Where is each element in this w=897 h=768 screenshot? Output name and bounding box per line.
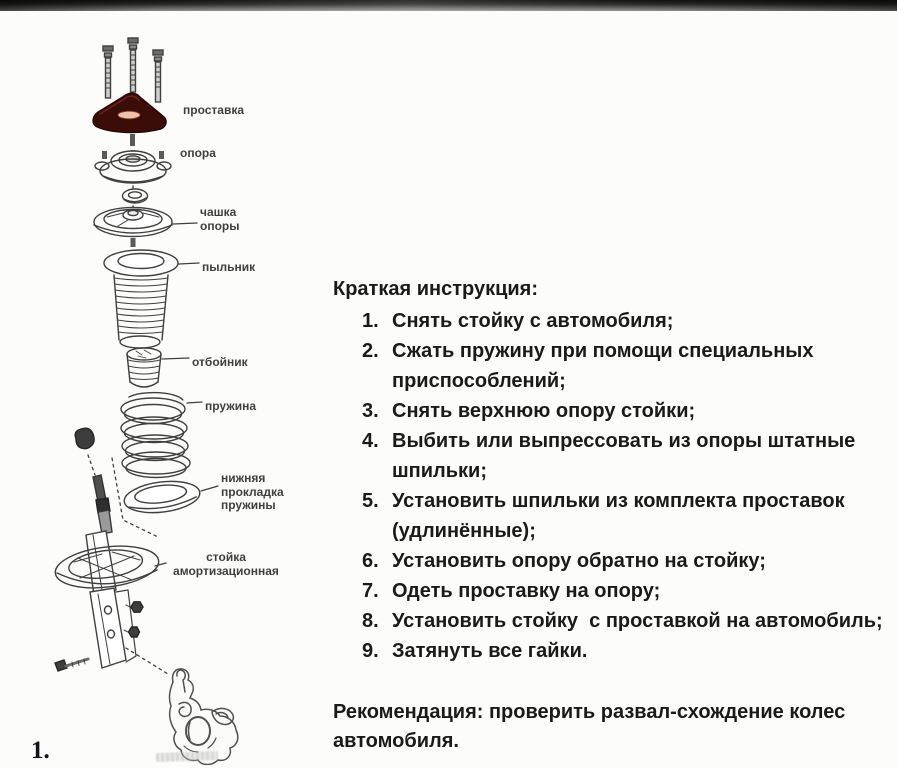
instruction-step: 6. Установить опору обратно на стойку; xyxy=(362,550,766,572)
studs-art xyxy=(103,38,163,102)
instruction-step: 7. Одеть проставку на опору; xyxy=(362,580,661,602)
diagram-label-spring: пружина xyxy=(205,399,257,413)
instruction-step: 4. Выбить или выпрессовать из опоры штатные шпильки; xyxy=(362,430,856,482)
instruction-step: 1. Снять стойку с автомобиля; xyxy=(362,310,674,332)
diagram-label-spacer: проставка xyxy=(183,103,245,117)
instructions-list xyxy=(333,306,893,666)
dust-boot-art xyxy=(104,250,178,348)
instructions-heading: Краткая инструкция: xyxy=(333,278,538,300)
strut-exploded-diagram xyxy=(0,0,330,768)
instruction-step: 8. Установить стойку с проставкой на автомобиль; xyxy=(362,610,883,632)
spring-art xyxy=(121,393,190,478)
diagram-label-bump-stop: отбойник xyxy=(192,355,248,369)
bearing-art xyxy=(123,186,148,203)
instruction-step: 5. Установить шпильки из комплекта проставок (удлинённые); xyxy=(362,490,845,542)
instructions-panel xyxy=(333,276,893,756)
diagram-label-strut: стойка амортизационная xyxy=(173,550,279,578)
instruction-step: 3. Снять верхнюю опору стойки; xyxy=(362,400,696,422)
spring-seat-art xyxy=(94,206,172,247)
diagram-label-spring-seat: чашка опоры xyxy=(200,205,240,233)
strut-art xyxy=(53,428,161,671)
knuckle-art xyxy=(170,669,238,765)
mount-art xyxy=(95,150,171,183)
bump-stop-art xyxy=(127,348,161,387)
strut-diagram-art xyxy=(40,30,320,765)
instruction-step: 2. Сжать пружину при помощи специальных приспособлений; xyxy=(362,340,814,392)
diagram-label-mount: опора xyxy=(180,146,216,160)
instruction-step: 9. Затянуть все гайки. xyxy=(362,640,588,662)
lower-pad-art xyxy=(122,477,201,516)
diagram-label-dust-boot: пыльник xyxy=(202,260,256,274)
recommendation-note: Рекомендация: проверить развал-схождение колес автомобиля. xyxy=(333,701,846,752)
diagram-label-lower-pad: нижняя прокладка пружины xyxy=(221,471,284,512)
page-number: 1. xyxy=(31,737,50,764)
